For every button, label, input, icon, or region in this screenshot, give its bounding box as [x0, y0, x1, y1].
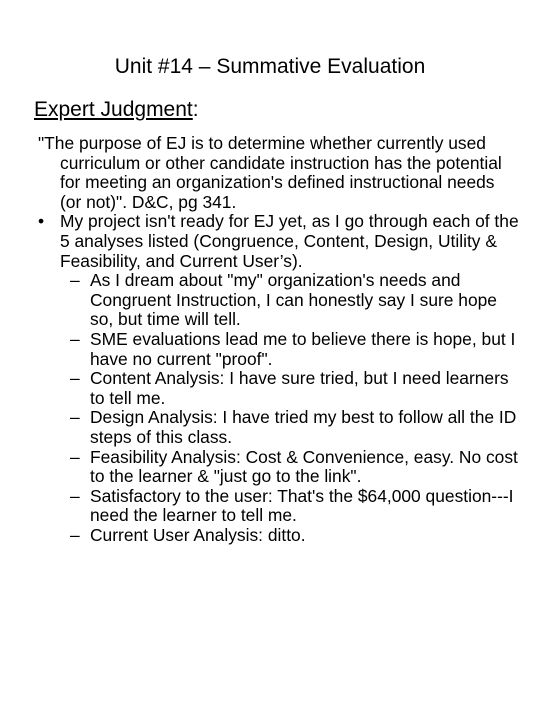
sub-item-content — [0, 369, 520, 408]
sub-item-feasibility — [0, 448, 520, 487]
dash-marker: – — [70, 328, 80, 349]
sub-item-text: Current User Analysis: ditto. — [90, 524, 306, 545]
sub-item-text: Content Analysis: I have sure tried, but I need learners to tell me. — [90, 368, 509, 408]
sub-item-sme — [0, 330, 520, 369]
bullet-marker: • — [38, 211, 45, 232]
sub-item-design — [0, 408, 520, 447]
dash-marker: – — [70, 368, 80, 389]
slide-body — [0, 134, 540, 545]
section-heading-colon: : — [192, 98, 199, 121]
bullet-item-text: My project isn't ready for EJ yet, as I go through each of the 5 analyses listed (Congruence, Content, Design, Utility & Feasibility, and Current User’s). — [60, 211, 519, 271]
bullet-item — [0, 212, 520, 271]
sub-item-congruence — [0, 271, 520, 330]
sub-item-current-user — [0, 526, 520, 546]
sub-item-text: SME evaluations lead me to believe there is hope, but I have no current "proof". — [90, 328, 516, 369]
dash-marker: – — [70, 524, 80, 545]
section-heading — [34, 97, 199, 123]
dash-marker: – — [70, 407, 80, 428]
sub-item-text: Feasibility Analysis: Cost & Convenience, easy. No cost to the learner & "just go to the link". — [90, 446, 518, 487]
sub-item-text: Design Analysis: I have tried my best to follow all the ID steps of this class. — [90, 407, 517, 447]
quote-paragraph — [0, 134, 520, 212]
quote-paragraph-text: "The purpose of EJ is to determine whether currently used curriculum or other candidate instruction has the potential for meeting an organization's defined instructional needs (or not)". D&C, pg 341. — [38, 133, 502, 212]
slide-title: Unit #14 – Summative Evaluation — [114, 55, 426, 78]
sub-item-satisfaction — [0, 487, 520, 526]
sub-item-text: As I dream about "my" organization's needs and Congruent Instruction, I can honestly say I sure hope so, but time will tell. — [90, 270, 497, 330]
dash-marker: – — [70, 485, 80, 506]
sub-item-text: Satisfactory to the user: That's the $64,000 question---I need the learner to tell me. — [90, 485, 514, 526]
dash-marker: – — [70, 446, 80, 467]
dash-marker: – — [70, 270, 80, 291]
section-heading-text: Expert Judgment — [34, 98, 193, 121]
